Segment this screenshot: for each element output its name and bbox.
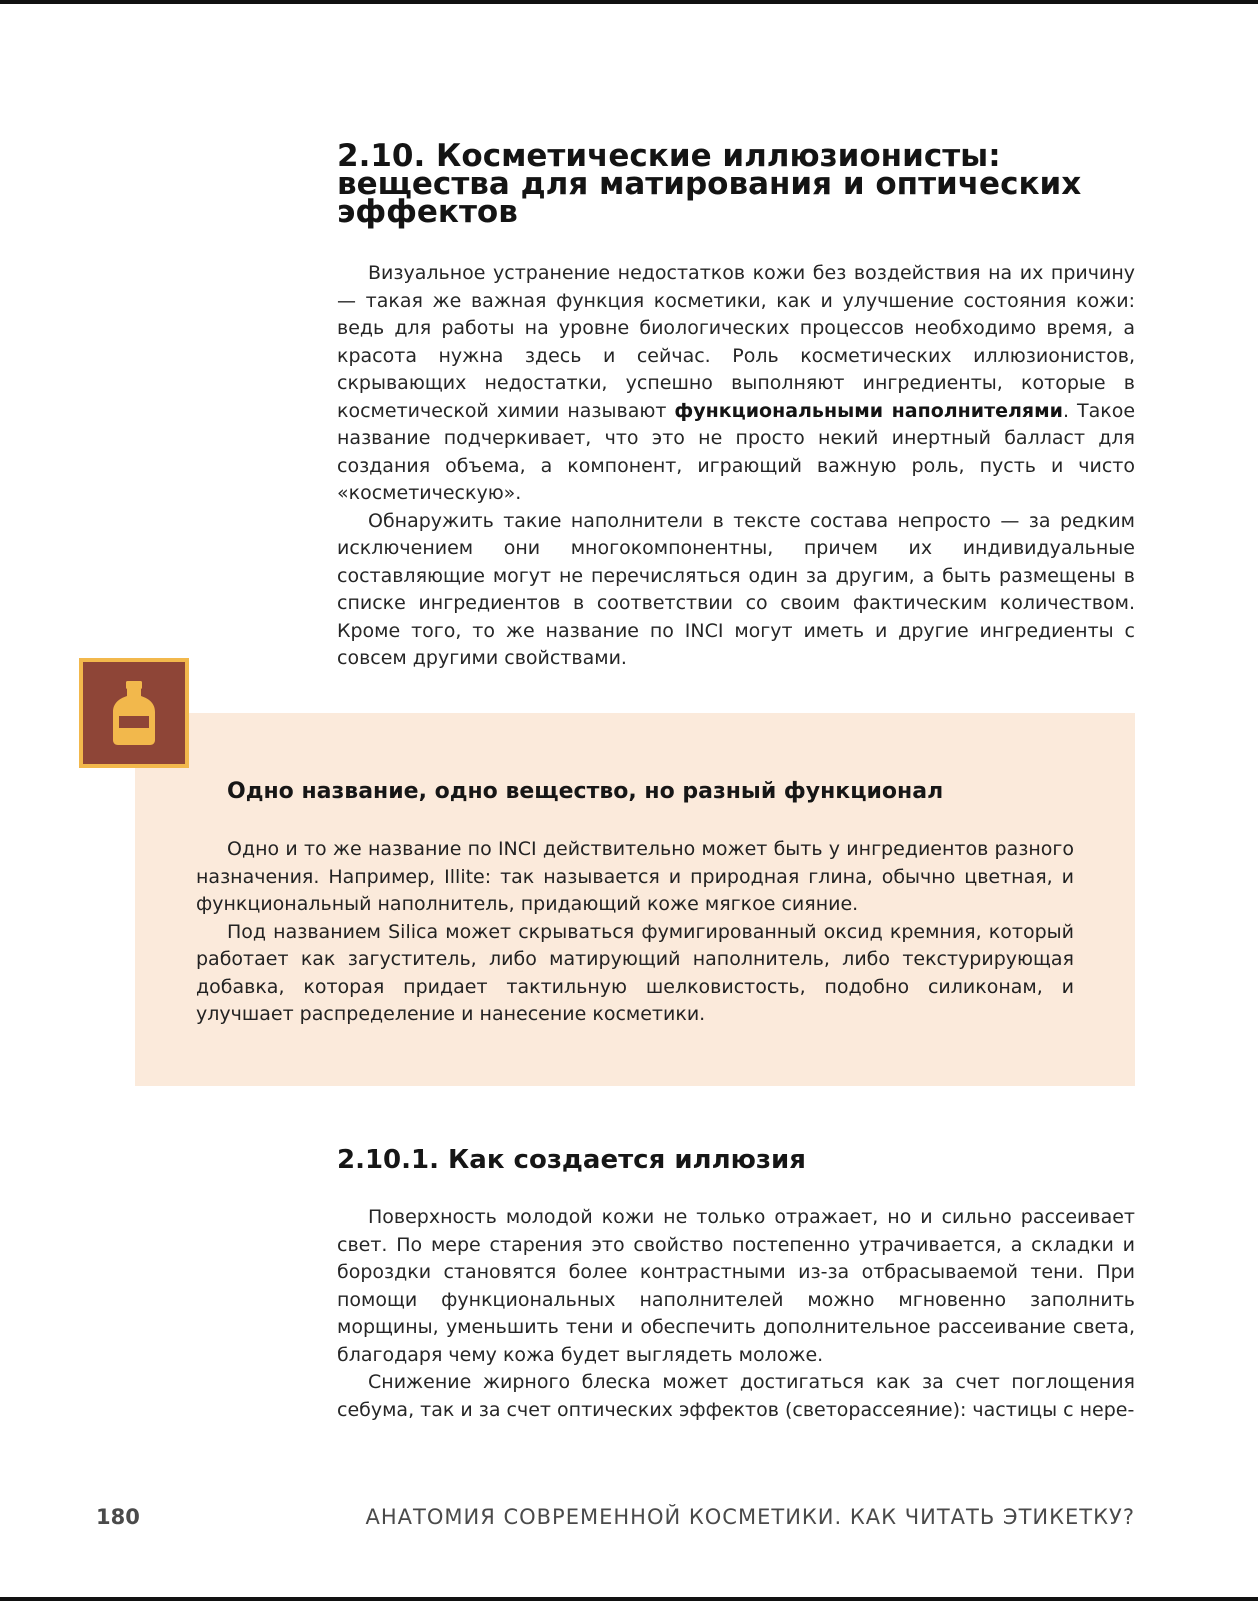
intro-p1-text: Визуальное устранение недостатков кожи без воздействия на их причину — такая же важная функция косметики, как и улучшение состояния кожи: ведь для работы на уровне биологических процессов необходимо время, а красота нужна здесь и сейчас. Роль косметических иллюзионистов, скрывающих недостатки, успешно выполняют ингредиенты, которые в косметической химии называют <box>337 262 1135 422</box>
running-title: АНАТОМИЯ СОВРЕМЕННОЙ КОСМЕТИКИ. КАК ЧИТАТЬ ЭТИКЕТКУ? <box>365 1505 1135 1529</box>
subsection-title: 2.10.1. Как создается иллюзия <box>337 1145 806 1175</box>
bottom-border <box>0 1597 1258 1601</box>
bottle-icon <box>110 680 158 746</box>
page-number: 180 <box>96 1505 140 1529</box>
intro-paragraph-2: Обнаружить такие наполнители в тексте состава непросто — за редким исключением они многокомпонентны, причем их индивидуальные составляющие могут не перечисляться один за другим, а быть размещены в списке ингредиентов в соответствии со своим фактическим количеством. Кроме того, то же название по INCI могут иметь и другие ингредиенты с совсем другими свойствами. <box>337 509 1135 669</box>
intro-text <box>337 260 1135 673</box>
section-title-line: вещества для матирования и оптических <box>337 166 1082 202</box>
subsection-paragraph-1: Поверхность молодой кожи не только отражает, но и сильно рассеивает свет. По мере старения это свойство постепенно утрачивается, а складки и бороздки становятся более контрастными из-за отбрасываемой тени. При помощи функциональных наполнителей можно мгновенно заполнить морщины, уменьшить тени и обеспечить дополнительное рассеивание света, благодаря чему кожа будет выглядеть моложе. <box>337 1206 1135 1366</box>
callout-title: Одно название, одно вещество, но разный функционал <box>227 779 944 804</box>
subsection-paragraph-2: Снижение жирного блеска может достигаться как за счет поглощения себума, так и за счет оптических эффектов (светорассеяние): частицы с нере- <box>337 1371 1135 1421</box>
intro-p1-term: функциональными наполнителями <box>674 399 1063 422</box>
section-title-line: 2.10. Косметические иллюзионисты: <box>337 138 1001 174</box>
top-border <box>0 0 1258 4</box>
subsection-text <box>337 1204 1135 1424</box>
section-title-line: эффектов <box>337 194 518 230</box>
callout-paragraph-2: Под названием Silica может скрываться фумигированный оксид кремния, который работает как загуститель, либо матирующий наполнитель, либо текстурирующая добавка, которая придает тактильную шелковистость, подобно силиконам, и улучшает распределение и нанесение косметики. <box>196 920 1074 1025</box>
intro-p1-text-end: . Такое название подчеркивает, что это не просто некий инертный балласт для создания объема, а компонент, играющий важную роль, пусть и чисто «косметическую». <box>337 399 1136 504</box>
intro-paragraph-1 <box>337 260 1135 508</box>
callout-text <box>196 836 1074 1029</box>
section-title <box>337 138 1137 230</box>
callout-paragraph-1: Одно и то же название по INCI действительно может быть у ингредиентов разного назначения. Например, Illite: так называется и природная глина, обычно цветная, и функциональный наполнитель, придающий коже мягкое сияние. <box>196 838 1074 915</box>
callout-icon-frame <box>79 658 189 768</box>
